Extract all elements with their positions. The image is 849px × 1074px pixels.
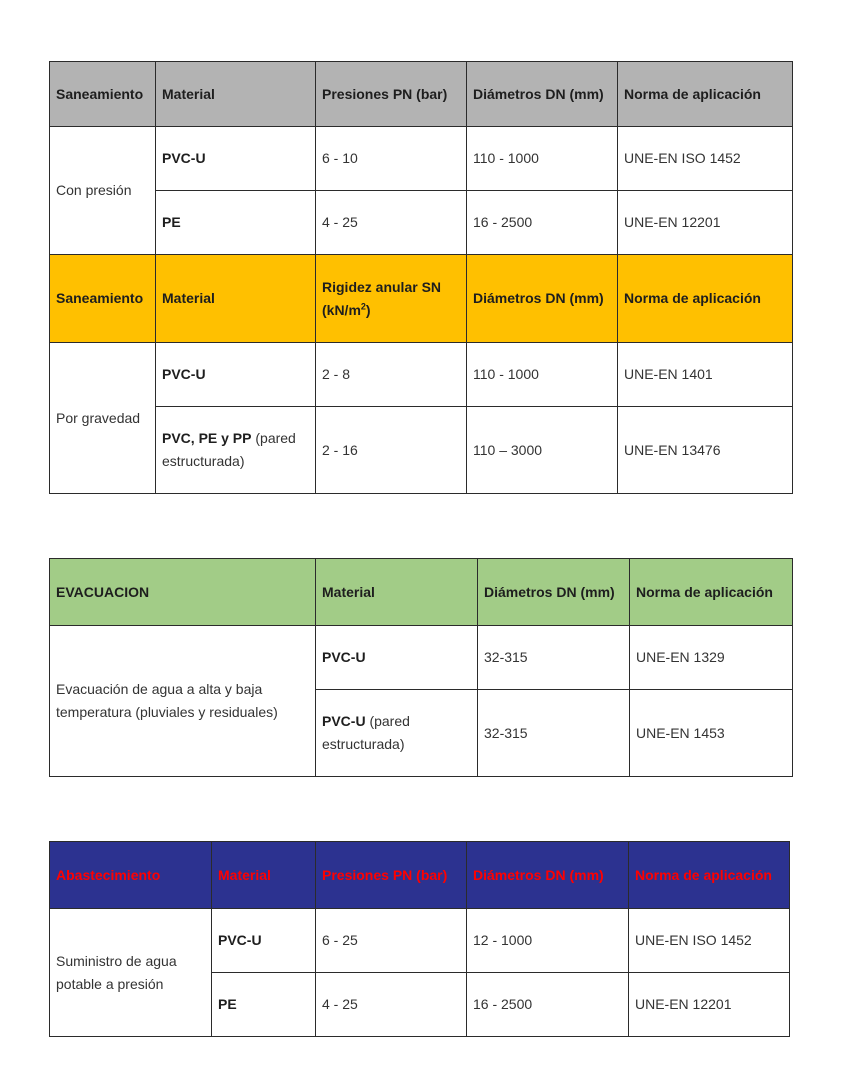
table-row xyxy=(50,407,793,494)
group-label-por-gravedad: Por gravedad xyxy=(50,343,156,494)
group-label-evacuacion: Evacuación de agua a alta y baja temperatura (pluviales y residuales) xyxy=(50,626,316,777)
evacuacion-table xyxy=(49,558,793,777)
header-saneamiento: Saneamiento xyxy=(50,255,156,343)
header-diametros: Diámetros DN (mm) xyxy=(467,842,629,909)
material-cell: PVC-U xyxy=(212,909,316,973)
header-presiones: Presiones PN (bar) xyxy=(316,842,467,909)
norm-cell: UNE-EN 1453 xyxy=(630,690,793,777)
stiffness-cell: 2 - 8 xyxy=(316,343,467,407)
header-norma: Norma de aplicación xyxy=(618,255,793,343)
material-cell: PE xyxy=(212,973,316,1037)
stiffness-cell: 2 - 16 xyxy=(316,407,467,494)
material-cell: PVC-U xyxy=(156,127,316,191)
header-rigidez-sup: 2 xyxy=(360,300,366,311)
table-header-row xyxy=(50,559,793,626)
header-diametros: Diámetros DN (mm) xyxy=(478,559,630,626)
diameter-cell: 110 - 1000 xyxy=(467,127,618,191)
pressure-cell: 4 - 25 xyxy=(316,973,467,1037)
norm-cell: UNE-EN ISO 1452 xyxy=(618,127,793,191)
table-row xyxy=(50,127,793,191)
table-row xyxy=(50,191,793,255)
header-diametros: Diámetros DN (mm) xyxy=(467,255,618,343)
group-label-suministro: Suministro de agua potable a presión xyxy=(50,909,212,1037)
header-evacuacion: EVACUACION xyxy=(50,559,316,626)
group-label-con-presion: Con presión xyxy=(50,127,156,255)
material-note: (pared estructurada) xyxy=(162,430,296,469)
diameter-cell: 32-315 xyxy=(478,690,630,777)
header-material: Material xyxy=(316,559,478,626)
diameter-cell: 110 – 3000 xyxy=(467,407,618,494)
pressure-cell: 4 - 25 xyxy=(316,191,467,255)
table-header-row xyxy=(50,62,793,127)
header-material: Material xyxy=(156,255,316,343)
header-norma: Norma de aplicación xyxy=(630,559,793,626)
norm-cell: UNE-EN 1401 xyxy=(618,343,793,407)
material-bold: PVC-U xyxy=(322,713,366,729)
material-cell xyxy=(156,407,316,494)
diameter-cell: 110 - 1000 xyxy=(467,343,618,407)
norm-cell: UNE-EN 12201 xyxy=(629,973,790,1037)
header-presiones: Presiones PN (bar) xyxy=(316,62,467,127)
header-norma: Norma de aplicación xyxy=(629,842,790,909)
header-norma: Norma de aplicación xyxy=(618,62,793,127)
table-row xyxy=(50,343,793,407)
table-header-row xyxy=(50,255,793,343)
material-note: (pared estructurada) xyxy=(322,713,410,752)
norm-cell: UNE-EN 13476 xyxy=(618,407,793,494)
header-rigidez xyxy=(316,255,467,343)
norm-cell: UNE-EN ISO 1452 xyxy=(629,909,790,973)
pressure-cell: 6 - 25 xyxy=(316,909,467,973)
table-row xyxy=(50,626,793,690)
material-cell: PE xyxy=(156,191,316,255)
saneamiento-table xyxy=(49,61,793,494)
header-material: Material xyxy=(212,842,316,909)
abastecimiento-table xyxy=(49,841,790,1037)
diameter-cell: 12 - 1000 xyxy=(467,909,629,973)
header-saneamiento: Saneamiento xyxy=(50,62,156,127)
table-row xyxy=(50,909,790,973)
material-cell: PVC-U xyxy=(316,626,478,690)
header-rigidez-end: ) xyxy=(365,301,371,318)
material-cell xyxy=(316,690,478,777)
header-diametros: Diámetros DN (mm) xyxy=(467,62,618,127)
material-cell: PVC-U xyxy=(156,343,316,407)
norm-cell: UNE-EN 12201 xyxy=(618,191,793,255)
header-material: Material xyxy=(156,62,316,127)
table-header-row xyxy=(50,842,790,909)
diameter-cell: 32-315 xyxy=(478,626,630,690)
diameter-cell: 16 - 2500 xyxy=(467,191,618,255)
norm-cell: UNE-EN 1329 xyxy=(630,626,793,690)
diameter-cell: 16 - 2500 xyxy=(467,973,629,1037)
pressure-cell: 6 - 10 xyxy=(316,127,467,191)
header-rigidez-text: Rigidez anular SN (kN/m xyxy=(322,278,442,318)
header-abastecimiento: Abastecimiento xyxy=(50,842,212,909)
material-bold: PVC, PE y PP xyxy=(162,430,252,446)
